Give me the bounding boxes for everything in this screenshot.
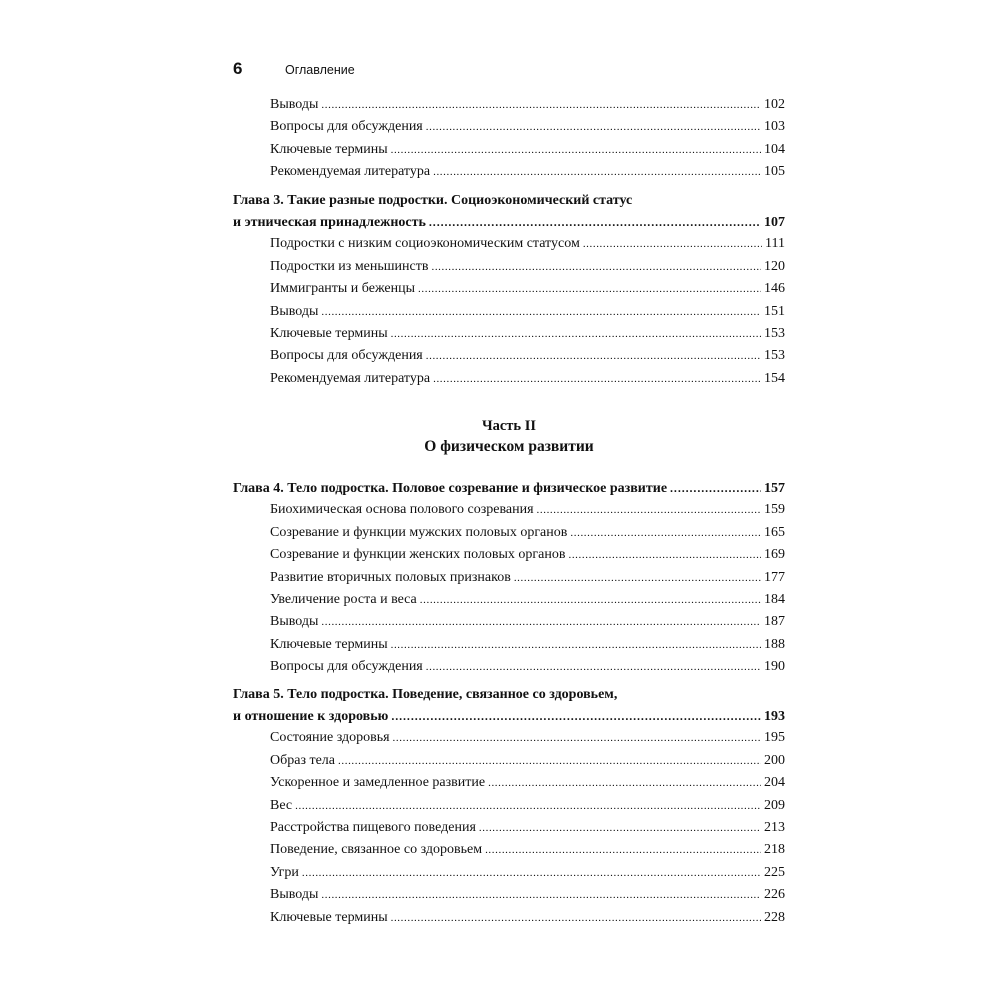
dot-leader — [295, 795, 761, 817]
dot-leader — [391, 705, 761, 727]
toc-entry-label: Вопросы для обсуждения — [270, 659, 423, 675]
toc-entry-label: Расстройства пищевого поведения — [270, 819, 476, 835]
dot-leader — [393, 727, 761, 749]
toc-entry-page: 103 — [764, 119, 785, 135]
toc-entry-label: Вопросы для обсуждения — [270, 348, 423, 364]
page-header — [233, 58, 793, 82]
toc-entry-label: Ускоренное и замедленное развитие — [270, 775, 486, 791]
toc-entry[interactable] — [233, 589, 785, 611]
toc-entry[interactable] — [233, 161, 785, 183]
toc-entry-label: Угри — [270, 864, 299, 880]
toc-entry[interactable] — [233, 233, 785, 255]
chapter-heading[interactable] — [233, 477, 785, 499]
toc-chapter-3 — [233, 191, 785, 390]
chapter-page: 107 — [764, 215, 785, 230]
toc-entry-label: Ключевые термины — [270, 325, 388, 341]
toc-entry-page: 169 — [764, 547, 785, 563]
toc-entry-page: 153 — [764, 348, 785, 364]
chapter-title-line-1: Глава 4. Тело подростка. Половое созревание и физическое развитие — [233, 481, 668, 496]
toc-entry[interactable] — [233, 795, 785, 817]
dot-leader — [391, 907, 761, 929]
dot-leader — [426, 116, 761, 138]
toc-entry-page: 102 — [764, 97, 785, 112]
dot-leader — [514, 567, 761, 589]
toc-entry-page: 153 — [764, 325, 785, 341]
toc-entry[interactable] — [233, 772, 785, 794]
dot-leader — [433, 368, 761, 390]
dot-leader — [391, 634, 761, 656]
toc-entry-label: Иммигранты и беженцы — [270, 281, 416, 297]
dot-leader — [488, 772, 761, 794]
toc-entry-label: Биохимическая основа полового созревания — [270, 502, 534, 518]
toc-entry[interactable] — [233, 839, 785, 861]
toc-entry[interactable] — [233, 567, 785, 589]
dot-leader — [429, 211, 761, 233]
toc-entry[interactable] — [233, 94, 785, 116]
toc-entry[interactable] — [233, 323, 785, 345]
toc-entry-label: Развитие вторичных половых признаков — [270, 569, 511, 585]
toc-entry[interactable] — [233, 301, 785, 323]
toc-entry-label: Ключевые термины — [270, 636, 388, 652]
dot-leader — [391, 139, 761, 161]
toc-entry-page: 154 — [764, 370, 785, 386]
toc-entry[interactable] — [233, 522, 785, 544]
toc-entry[interactable] — [233, 727, 785, 749]
toc-entry-label: Образ тела — [270, 752, 336, 768]
toc-entry[interactable] — [233, 884, 785, 906]
toc-entry-page: 111 — [765, 236, 785, 252]
toc-entry-label: Рекомендуемая литература — [270, 164, 431, 180]
toc-entry[interactable] — [233, 862, 785, 884]
toc-entry-page: 120 — [764, 258, 785, 274]
toc-entry-page: 184 — [764, 591, 785, 607]
toc-entry-label: Выводы — [270, 97, 319, 112]
toc-entry-page: 213 — [764, 819, 785, 835]
toc-entry[interactable] — [233, 907, 785, 929]
dot-leader — [537, 499, 761, 521]
toc-entry[interactable] — [233, 256, 785, 278]
toc-entry-label: Созревание и функции женских половых органов — [270, 547, 566, 563]
toc-entry[interactable] — [233, 611, 785, 633]
part-heading — [233, 416, 785, 458]
toc-entry-page: 177 — [764, 569, 785, 585]
part-subtitle: О физическом развитии — [424, 438, 594, 455]
toc-entry[interactable] — [233, 278, 785, 300]
dot-leader — [426, 345, 761, 367]
toc-entry[interactable] — [233, 368, 785, 390]
dot-leader — [321, 884, 761, 906]
toc-entry-page: 188 — [764, 636, 785, 652]
part-title: Часть II — [481, 418, 537, 434]
toc-entry[interactable] — [233, 116, 785, 138]
running-head: Оглавление — [285, 63, 355, 77]
toc-entry-label: Состояние здоровья — [270, 730, 390, 746]
dot-leader — [426, 656, 761, 678]
dot-leader — [479, 817, 761, 839]
toc-entry-label: Созревание и функции мужских половых органов — [270, 524, 568, 540]
toc-entry-page: 105 — [764, 164, 785, 180]
toc-entry-page: 226 — [764, 887, 785, 903]
toc-entry-label: Ключевые термины — [270, 141, 388, 157]
toc-entry[interactable] — [233, 544, 785, 566]
toc-entry-page: 104 — [764, 141, 785, 157]
toc-entry[interactable] — [233, 750, 785, 772]
toc-chapter-4 — [233, 477, 785, 679]
toc-entry[interactable] — [233, 345, 785, 367]
dot-leader — [338, 750, 761, 772]
chapter-title-line-2: и этническая принадлежность — [233, 215, 426, 230]
toc-chapter-5 — [233, 685, 785, 929]
dot-leader — [321, 94, 761, 116]
toc-entry[interactable] — [233, 499, 785, 521]
toc-entry[interactable] — [233, 817, 785, 839]
toc-entry-page: 187 — [764, 614, 785, 630]
dot-leader — [302, 862, 761, 884]
toc-entry-label: Вес — [270, 797, 293, 813]
chapter-heading[interactable] — [233, 685, 785, 727]
dot-leader — [321, 611, 761, 633]
toc-entry-label: Выводы — [270, 614, 319, 630]
dot-leader — [391, 323, 761, 345]
chapter-page: 193 — [764, 709, 785, 724]
dot-leader — [321, 301, 761, 323]
dot-leader — [485, 839, 761, 861]
toc-entry-label: Выводы — [270, 303, 319, 319]
toc-entry-label: Поведение, связанное со здоровьем — [270, 842, 483, 858]
dot-leader — [420, 589, 761, 611]
toc-entry-page: 200 — [764, 752, 785, 768]
toc-entry-label: Увеличение роста и веса — [270, 591, 417, 607]
toc-entry-label: Вопросы для обсуждения — [270, 119, 423, 135]
toc-entry-label: Подростки из меньшинств — [270, 258, 429, 274]
toc-entry-label: Выводы — [270, 887, 319, 903]
toc-entry-page: 209 — [764, 797, 785, 813]
toc-entry-page: 204 — [764, 775, 785, 791]
chapter-title-line-1: Глава 3. Такие разные подростки. Социоэкономический статус — [233, 193, 633, 208]
toc-entry[interactable] — [233, 634, 785, 656]
toc-entry-page: 195 — [764, 730, 785, 746]
toc-entry-page: 225 — [764, 864, 785, 880]
toc-entry-page: 159 — [764, 502, 785, 518]
toc-entry-page: 151 — [764, 303, 785, 319]
toc-entry[interactable] — [233, 139, 785, 161]
toc-entry-label: Ключевые термины — [270, 909, 388, 925]
toc-entry-label: Рекомендуемая литература — [270, 370, 431, 386]
dot-leader — [418, 278, 761, 300]
chapter-title-line-1: Глава 5. Тело подростка. Поведение, связанное со здоровьем, — [233, 687, 618, 702]
dot-leader — [568, 544, 761, 566]
toc-entry-page: 146 — [764, 281, 785, 297]
toc-entry[interactable] — [233, 656, 785, 678]
chapter-page: 157 — [764, 481, 785, 496]
dot-leader — [433, 161, 761, 183]
toc-entry-page: 218 — [764, 842, 785, 858]
chapter-title-line-2: и отношение к здоровью — [233, 709, 389, 724]
toc-entry-page: 228 — [764, 909, 785, 925]
toc-entry-label: Подростки с низким социоэкономическим статусом — [270, 236, 580, 252]
dot-leader — [583, 233, 762, 255]
chapter-heading[interactable] — [233, 191, 785, 233]
toc-block-1 — [233, 94, 785, 184]
dot-leader — [570, 522, 761, 544]
page-number: 6 — [233, 59, 243, 78]
toc-entry-page: 165 — [764, 524, 785, 540]
toc-entry-page: 190 — [764, 659, 785, 675]
dot-leader — [431, 256, 761, 278]
dot-leader — [670, 477, 761, 499]
